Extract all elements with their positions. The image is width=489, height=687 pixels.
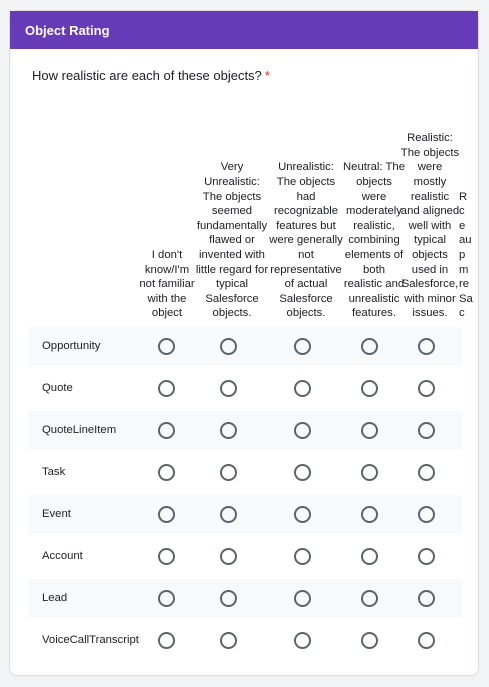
grid-row-account xyxy=(28,537,462,576)
radio-neutral[interactable] xyxy=(361,548,378,565)
required-marker: * xyxy=(264,68,270,83)
radio-neutral[interactable] xyxy=(361,506,378,523)
row-label: Quote xyxy=(42,382,73,394)
question-title xyxy=(32,68,270,83)
radio-realistic[interactable] xyxy=(418,506,435,523)
grid-rows xyxy=(28,327,462,660)
radio-realistic[interactable] xyxy=(418,548,435,565)
radio-dont-know[interactable] xyxy=(158,464,175,481)
column-header-neutral: Neutral: The objects were moderately realistic, combining elements of both realistic and unrealistic features. xyxy=(343,161,405,320)
grid-row-voicecalltranscript xyxy=(28,621,462,660)
section-header xyxy=(10,11,478,49)
radio-unrealistic[interactable] xyxy=(294,590,311,607)
radio-neutral[interactable] xyxy=(361,464,378,481)
radio-dont-know[interactable] xyxy=(158,548,175,565)
radio-unrealistic[interactable] xyxy=(294,380,311,397)
row-label: Event xyxy=(42,508,71,520)
section-title: Object Rating xyxy=(25,22,110,38)
radio-unrealistic[interactable] xyxy=(294,632,311,649)
radio-dont-know[interactable] xyxy=(158,380,175,397)
radio-dont-know[interactable] xyxy=(158,506,175,523)
radio-unrealistic[interactable] xyxy=(294,422,311,439)
grid-row-task xyxy=(28,453,462,492)
radio-very-unrealistic[interactable] xyxy=(220,548,237,565)
column-header-very-realistic-clipped: R c e au p m re Sa c xyxy=(459,190,473,320)
grid-row-opportunity xyxy=(28,327,462,366)
row-label: Lead xyxy=(42,592,68,604)
row-label: Task xyxy=(42,466,66,478)
column-header-very-unrealistic: Very Unrealistic: The objects seemed fundamentally flawed or invented with little regard for typical Salesforce objects. xyxy=(195,161,269,320)
radio-very-unrealistic[interactable] xyxy=(220,506,237,523)
radio-very-unrealistic[interactable] xyxy=(220,338,237,355)
radio-realistic[interactable] xyxy=(418,632,435,649)
radio-unrealistic[interactable] xyxy=(294,464,311,481)
column-header-unrealistic: Unrealistic: The objects had recognizable features but were generally not representative of actual Salesforce objects. xyxy=(269,161,343,320)
radio-neutral[interactable] xyxy=(361,632,378,649)
row-label: QuoteLineItem xyxy=(42,424,117,436)
radio-dont-know[interactable] xyxy=(158,632,175,649)
radio-realistic[interactable] xyxy=(418,590,435,607)
radio-realistic[interactable] xyxy=(418,422,435,439)
radio-realistic[interactable] xyxy=(418,380,435,397)
grid-column-headers xyxy=(28,107,473,327)
radio-dont-know[interactable] xyxy=(158,338,175,355)
form-card xyxy=(9,10,479,676)
column-header-dont-know: I don't know/I'm not familiar with the object xyxy=(139,249,195,320)
radio-neutral[interactable] xyxy=(361,590,378,607)
row-label: Opportunity xyxy=(42,340,101,352)
radio-realistic[interactable] xyxy=(418,338,435,355)
radio-very-unrealistic[interactable] xyxy=(220,632,237,649)
radio-very-unrealistic[interactable] xyxy=(220,590,237,607)
radio-dont-know[interactable] xyxy=(158,422,175,439)
grid-row-quotelineitem xyxy=(28,411,462,450)
rating-grid xyxy=(28,107,473,663)
grid-row-lead xyxy=(28,579,462,618)
row-label: Account xyxy=(42,550,83,562)
radio-neutral[interactable] xyxy=(361,338,378,355)
radio-very-unrealistic[interactable] xyxy=(220,464,237,481)
grid-row-event xyxy=(28,495,462,534)
radio-dont-know[interactable] xyxy=(158,590,175,607)
radio-very-unrealistic[interactable] xyxy=(220,380,237,397)
row-label: VoiceCallTranscript xyxy=(42,634,139,646)
radio-neutral[interactable] xyxy=(361,380,378,397)
radio-neutral[interactable] xyxy=(361,422,378,439)
column-header-realistic: Realistic: The objects were mostly realistic and aligned well with typical objects used in Salesforce, with minor issues. xyxy=(400,132,460,320)
question-text: How realistic are each of these objects? xyxy=(32,68,262,83)
radio-unrealistic[interactable] xyxy=(294,506,311,523)
radio-realistic[interactable] xyxy=(418,464,435,481)
radio-unrealistic[interactable] xyxy=(294,548,311,565)
grid-row-quote xyxy=(28,369,462,408)
radio-unrealistic[interactable] xyxy=(294,338,311,355)
radio-very-unrealistic[interactable] xyxy=(220,422,237,439)
